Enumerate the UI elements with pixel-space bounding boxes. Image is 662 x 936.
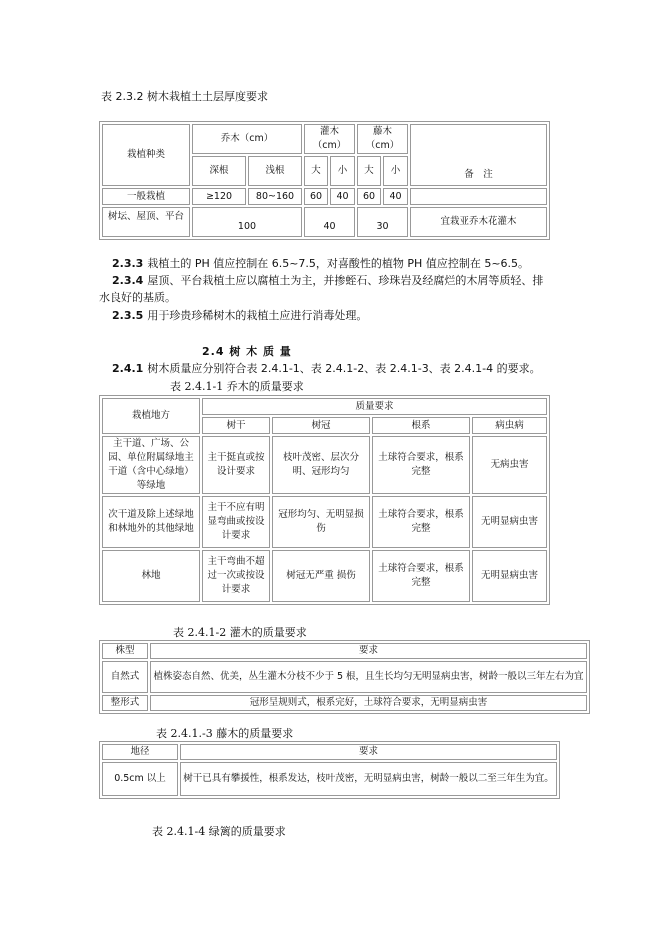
section-heading: 2.4 树 木 质 量 xyxy=(202,345,292,358)
cell-crown: 枝叶茂密、层次分明、冠形均匀 xyxy=(272,436,370,494)
cell-r1-type: 一般栽植 xyxy=(102,188,190,205)
cell-r1-shrub-big: 60 xyxy=(304,188,328,205)
header-plant-type: 栽植种类 xyxy=(102,124,190,186)
header-quality: 质量要求 xyxy=(202,398,547,415)
table-caption-2-4-1-1: 表 2.4.1-1 乔木的质量要求 xyxy=(170,380,304,393)
cell-pest: 无明显病虫害 xyxy=(472,550,547,602)
header-crown: 树冠 xyxy=(272,417,370,434)
cell-crown: 冠形均匀、无明显损伤 xyxy=(272,496,370,548)
header-pest: 病虫病 xyxy=(472,417,547,434)
cell-natural-req: 植株姿态自然、优美，丛生灌木分枝不少于 5 根，且生长均匀无明显病虫害，树龄一般以三年左右为宜 xyxy=(150,661,587,693)
arbor-quality-table xyxy=(99,395,550,605)
header-shrub-small: 小 xyxy=(330,156,355,186)
clause-2-3-5 xyxy=(112,307,367,324)
header-deep-root: 深根 xyxy=(192,156,246,186)
cell-pest: 无明显病虫害 xyxy=(472,496,547,548)
clause-text: 屋顶、平台栽植土应以腐植土为主，并掺蛭石、珍珠岩及经腐烂的木屑等质轻、排 xyxy=(147,274,544,287)
header-requirement: 要求 xyxy=(150,643,587,659)
header-tree: 乔木（cm） xyxy=(192,124,302,154)
cell-r2-note: 宜栽亚乔木花灌木 xyxy=(410,207,547,237)
clause-2-3-4-cont: 水良好的基质。 xyxy=(99,291,176,304)
soil-thickness-table xyxy=(99,121,550,240)
clause-number: 2.4.1 xyxy=(112,362,144,375)
clause-2-3-3 xyxy=(112,255,529,272)
cell-r2-shrub: 40 xyxy=(304,207,355,237)
header-shape: 株型 xyxy=(102,643,148,659)
cell-place: 次干道及除上述绿地和林地外的其他绿地 xyxy=(102,496,200,548)
clause-2-4-1 xyxy=(112,360,541,377)
header-shallow-root: 浅根 xyxy=(248,156,302,186)
cell-r1-deep: ≥120 xyxy=(192,188,246,205)
cell-r1-vine-big: 60 xyxy=(357,188,381,205)
table-caption-2-3-2: 表 2.3.2 树木栽植土土层厚度要求 xyxy=(101,90,268,103)
header-place: 栽植地方 xyxy=(102,398,200,434)
header-vine-big: 大 xyxy=(357,156,381,186)
cell-r1-shallow: 80~160 xyxy=(248,188,302,205)
header-diameter: 地径 xyxy=(102,744,178,760)
cell-pest: 无病虫害 xyxy=(472,436,547,494)
vine-quality-table xyxy=(99,741,560,799)
cell-shaped-req: 冠形呈规则式，根系完好，土球符合要求，无明显病虫害 xyxy=(150,695,587,711)
cell-crown: 树冠无严重 损伤 xyxy=(272,550,370,602)
cell-r1-shrub-small: 40 xyxy=(330,188,355,205)
header-shrub-big: 大 xyxy=(304,156,328,186)
clause-number: 2.3.4 xyxy=(112,274,144,287)
clause-number: 2.3.5 xyxy=(112,309,144,322)
cell-r1-note xyxy=(410,188,547,205)
cell-root: 土球符合要求，根系完整 xyxy=(372,550,470,602)
table-row xyxy=(102,550,547,602)
cell-trunk: 主干弯曲不超过一次或按设计要求 xyxy=(202,550,270,602)
table-caption-2-4-1-2: 表 2.4.1-2 灌木的质量要求 xyxy=(173,626,307,639)
cell-r2-tree: 100 xyxy=(192,207,302,237)
cell-vine-req: 树干已具有攀援性，根系发达，枝叶茂密，无明显病虫害，树龄一般以二至三年生为宜。 xyxy=(180,762,557,796)
cell-r2-type: 树坛、屋顶、平台 xyxy=(102,207,190,237)
cell-diameter: 0.5cm 以上 xyxy=(102,762,178,796)
table-caption-2-4-1-4: 表 2.4.1-4 绿篱的质量要求 xyxy=(152,825,286,838)
header-vine: 藤木（cm） xyxy=(357,124,408,154)
header-root: 根系 xyxy=(372,417,470,434)
cell-trunk: 主干挺直或按设计要求 xyxy=(202,436,270,494)
clause-number: 2.3.3 xyxy=(112,257,144,270)
cell-root: 土球符合要求，根系完整 xyxy=(372,436,470,494)
cell-r2-vine: 30 xyxy=(357,207,408,237)
cell-r1-vine-small: 40 xyxy=(383,188,408,205)
header-vine-small: 小 xyxy=(383,156,408,186)
cell-place: 主干道、广场、公园、单位附属绿地主干道（含中心绿地）等绿地 xyxy=(102,436,200,494)
cell-place: 林地 xyxy=(102,550,200,602)
header-note: 备 注 xyxy=(410,124,547,186)
table-row xyxy=(102,496,547,548)
header-requirement: 要求 xyxy=(180,744,557,760)
clause-text: 树木质量应分别符合表 2.4.1-1、表 2.4.1-2、表 2.4.1-3、表 2.4.1-4 的要求。 xyxy=(147,362,541,375)
shrub-quality-table xyxy=(99,640,590,714)
cell-root: 土球符合要求，根系完整 xyxy=(372,496,470,548)
clause-2-3-4 xyxy=(112,272,543,289)
header-trunk: 树干 xyxy=(202,417,270,434)
clause-text: 栽植土的 PH 值应控制在 6.5~7.5，对喜酸性的植物 PH 值应控制在 5~6.5。 xyxy=(147,257,530,270)
table-row xyxy=(102,436,547,494)
cell-trunk: 主干不应有明显弯曲或按设计要求 xyxy=(202,496,270,548)
table-caption-2-4-1-3: 表 2.4.1.-3 藤木的质量要求 xyxy=(156,727,294,740)
header-shrub: 灌木（cm） xyxy=(304,124,355,154)
cell-natural: 自然式 xyxy=(102,661,148,693)
clause-text: 用于珍贵珍稀树木的栽植土应进行消毒处理。 xyxy=(147,309,368,322)
cell-shaped: 整形式 xyxy=(102,695,148,711)
